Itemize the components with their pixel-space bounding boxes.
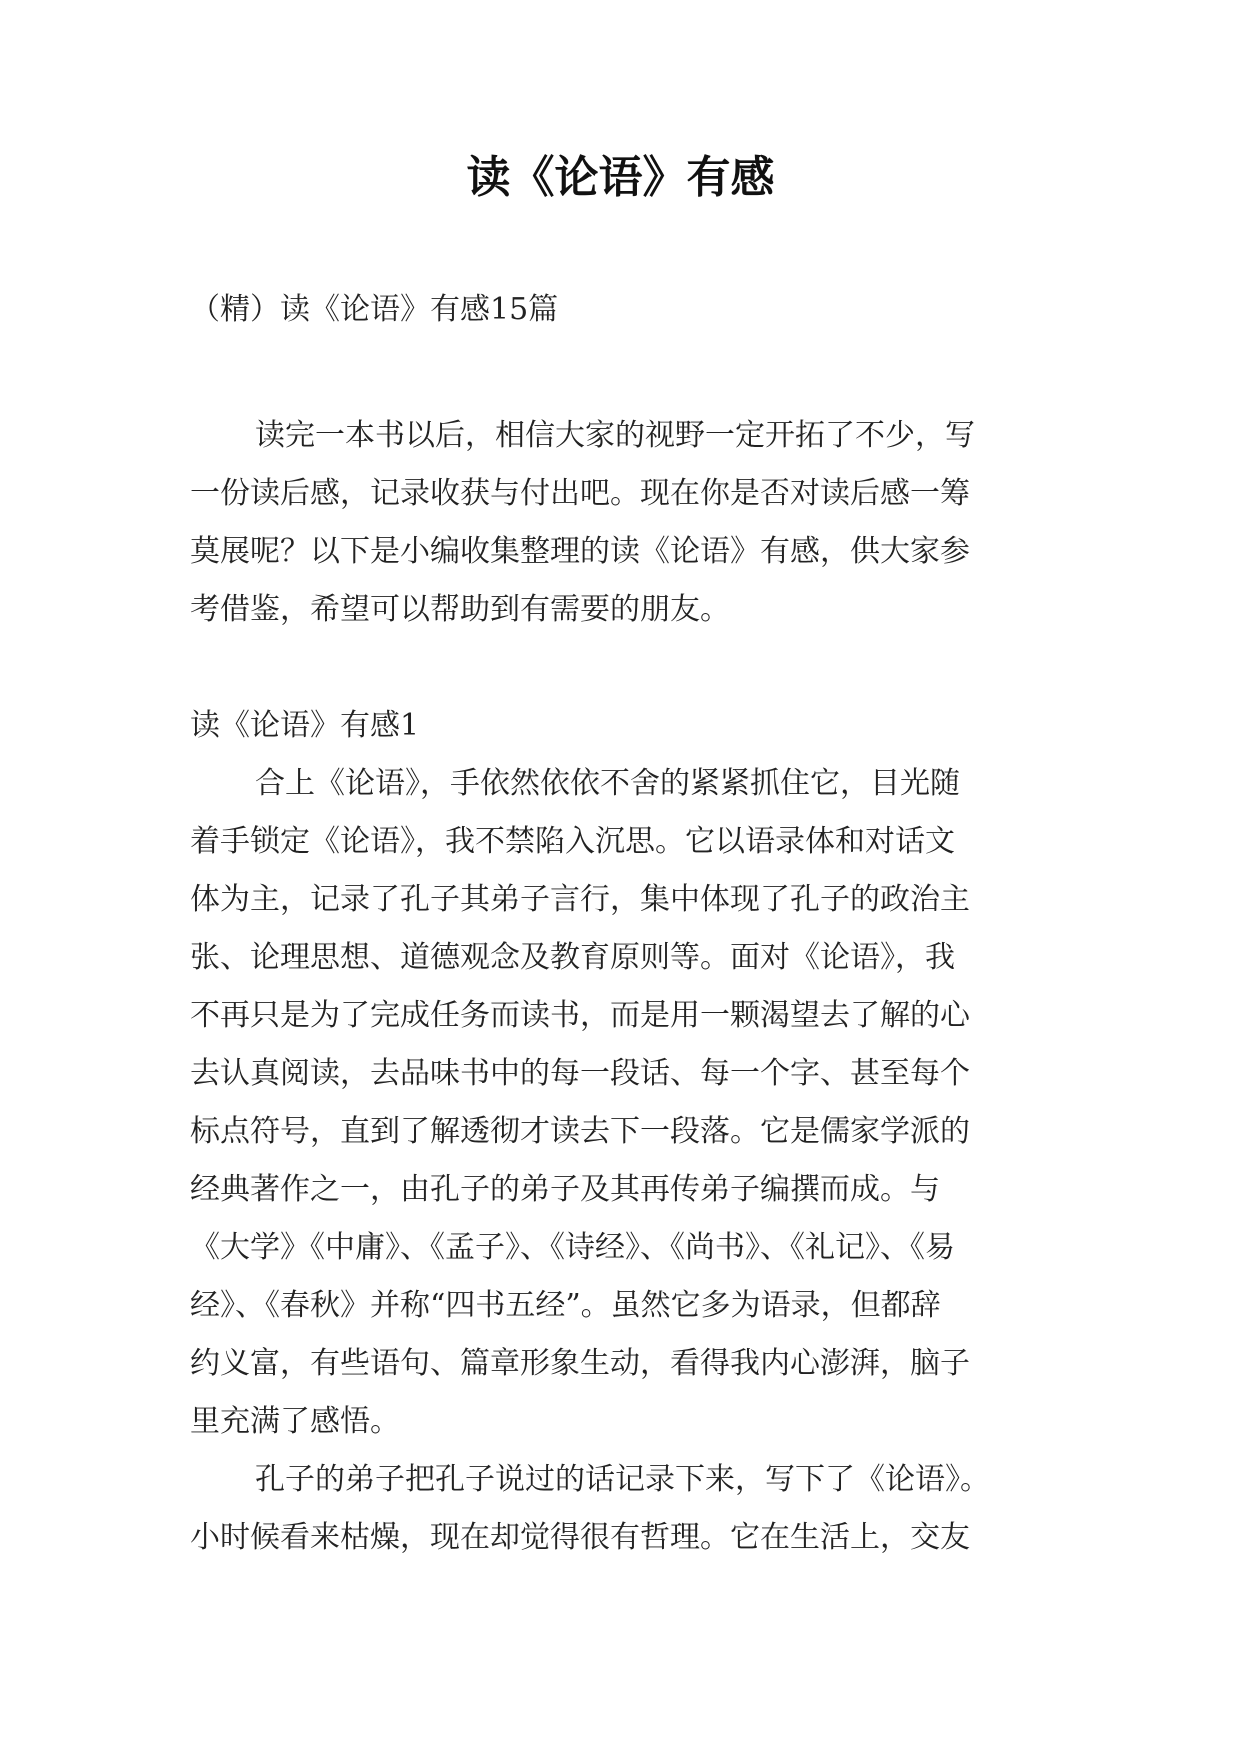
section-heading xyxy=(190,697,1070,755)
section-body xyxy=(190,755,1070,1567)
text-line: 考借鉴，希望可以帮助到有需要的朋友。 xyxy=(190,592,730,627)
text-line: 经》、《春秋》并称“四书五经”。虽然它多为语录，但都辞 xyxy=(190,1288,941,1323)
document-title: 读《论语》有感 xyxy=(466,152,775,203)
text-line: 里充满了感悟。 xyxy=(190,1404,400,1439)
text-line: 不再只是为了完成任务而读书，而是用一颗渴望去了解的心 xyxy=(190,998,970,1033)
text-line: 合上《论语》，手依然依依不舍的紧紧抓住它，目光随 xyxy=(255,766,960,801)
text-line: 《大学》《中庸》、《孟子》、《诗经》、《尚书》、《礼记》、《易 xyxy=(190,1230,955,1265)
text-line: 去认真阅读，去品味书中的每一段话、每一个字、甚至每个 xyxy=(190,1056,970,1091)
text-line: 经典著作之一，由孔子的弟子及其再传弟子编撰而成。与 xyxy=(190,1172,940,1207)
text-line: 孔子的弟子把孔子说过的话记录下来，写下了《论语》。 xyxy=(255,1462,990,1497)
document-subtitle: （精）读《论语》有感15篇 xyxy=(190,292,559,327)
section-heading-text: 读《论语》有感1 xyxy=(190,708,420,743)
text-line: 小时候看来枯燥，现在却觉得很有哲理。它在生活上，交友 xyxy=(190,1520,970,1555)
text-line: 一份读后感，记录收获与付出吧。现在你是否对读后感一筹 xyxy=(190,476,970,511)
intro-paragraph xyxy=(190,407,1070,639)
text-line: 读完一本书以后，相信大家的视野一定开拓了不少，写 xyxy=(255,418,975,453)
text-line: 着手锁定《论语》，我不禁陷入沉思。它以语录体和对话文 xyxy=(190,824,955,859)
text-line: 标点符号，直到了解透彻才读去下一段落。它是儒家学派的 xyxy=(190,1114,970,1149)
text-line: 约义富，有些语句、篇章形象生动，看得我内心澎湃，脑子 xyxy=(190,1346,970,1381)
text-line: 张、论理思想、道德观念及教育原则等。面对《论语》，我 xyxy=(190,940,955,975)
text-line: 莫展呢？以下是小编收集整理的读《论语》有感，供大家参 xyxy=(190,534,970,569)
text-line: 体为主，记录了孔子其弟子言行，集中体现了孔子的政治主 xyxy=(190,882,970,917)
